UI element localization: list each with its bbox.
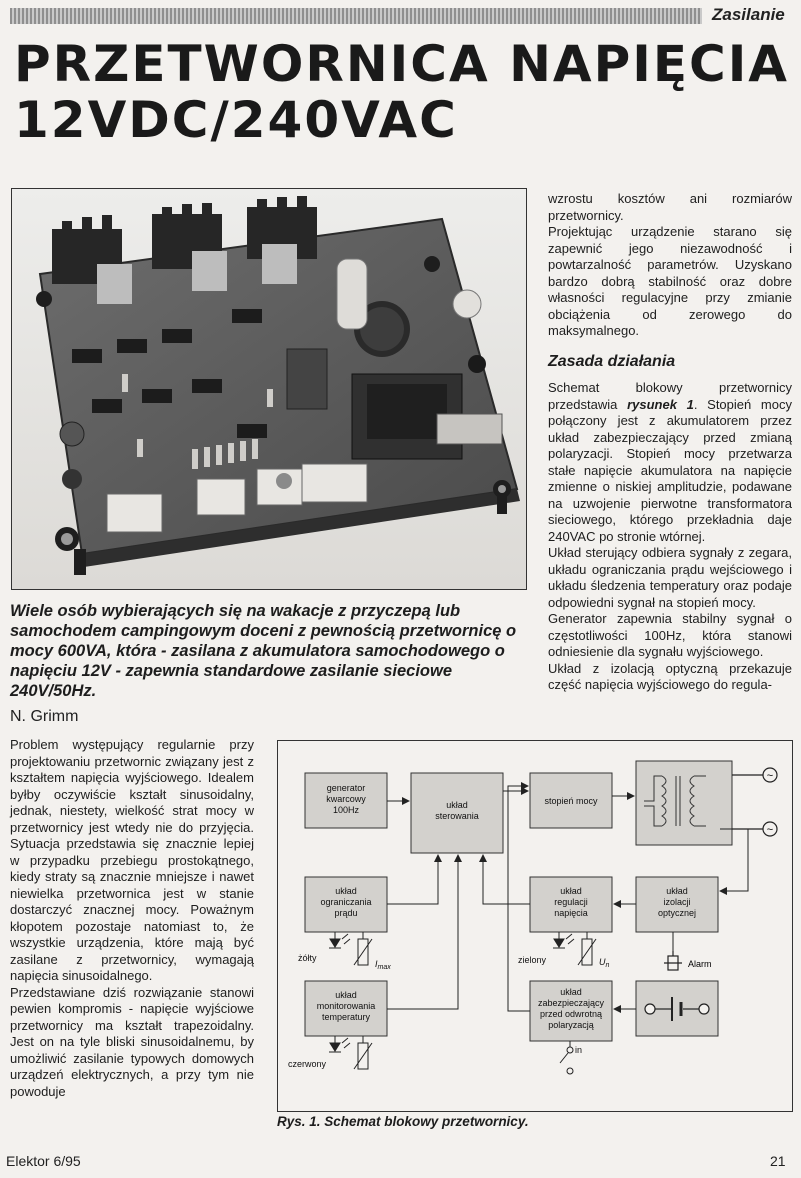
pcb-photo bbox=[11, 188, 527, 590]
pol-line-3: przed odwrotną bbox=[539, 1009, 603, 1019]
header-bar bbox=[10, 8, 702, 24]
temp-line-1: układ bbox=[335, 990, 357, 1000]
opto-line-3: optycznej bbox=[657, 908, 697, 918]
led-red-icon bbox=[330, 1043, 340, 1051]
pol-line-2: zabezpieczający bbox=[537, 998, 605, 1008]
block-diagram bbox=[277, 740, 793, 1112]
left-paragraph-1: Problem występujący regularnie przy projektowaniu przetwornic związany jest z kształtem napięcia wyjściowego. Idealem byłby oczywiście kształt sinusoidalny, jednak, niestety, wielkość strat mocy w przetwornicy jest wtedy nie do przyjęcia. Sytuacja przedstawia się znacznie lepiej w przypadku przebiegu prostokątnego, kiedy straty są znacznie mniejsze i nawet niewielka przetwornica jest w stanie dostarczyć znacznej mocy. Poważnym kłopotem pozostaje natomiast to, że wszystkie urządzenia, które mają być zasilane z przetwornicy, wymagają napięcia sinusoidalnego. bbox=[10, 737, 254, 983]
power-stage-label: stopień mocy bbox=[544, 796, 598, 806]
temp-line-3: temperatury bbox=[321, 1012, 371, 1022]
subheading: Zasada działania bbox=[548, 352, 676, 370]
right-paragraph-3 bbox=[548, 380, 792, 545]
in-label: in bbox=[575, 1045, 583, 1055]
block-diagram-svg bbox=[278, 741, 792, 1111]
clim-line-2: ograniczania bbox=[320, 897, 372, 907]
right-paragraph-6: Układ z izolacją optyczną przekazuje część napięcia wyjściowego do regula- bbox=[548, 660, 792, 692]
section-label: Zasilanie bbox=[712, 5, 785, 24]
right-paragraph-1: wzrostu kosztów ani rozmiarów przetwornicy. bbox=[548, 191, 792, 223]
figure-reference: rysunek 1 bbox=[627, 396, 694, 412]
terminal-tilde-1: ~ bbox=[766, 770, 774, 782]
clim-line-3: prądu bbox=[334, 908, 358, 918]
temp-line-2: monitorowania bbox=[316, 1001, 376, 1011]
alarm-label: Alarm bbox=[688, 959, 712, 969]
pcb-illustration bbox=[12, 189, 526, 589]
vreg-line-3: napięcia bbox=[554, 908, 588, 918]
transformer-block bbox=[636, 761, 732, 845]
pol-line-4: polaryzacją bbox=[548, 1020, 594, 1030]
right-column bbox=[548, 191, 792, 694]
led-yellow-label: żółty bbox=[298, 953, 317, 963]
left-paragraph-2: Przedstawiane dziś rozwiązanie stanowi pewien kompromis - napięcie wyjściowe przetwornicy ma kształt trapezoidalny. Jest on na tyle bliski sinusoidalnemu, by umożliwić zasilanie typowych domowych urządzeń elektrycznych, a przy tym nie powoduje bbox=[10, 984, 254, 1099]
right-paragraph-5: Generator zapewnia stabilny sygnał o częstotliwości 100Hz, która stanowi odniesienie dla sygnału wyjściowego. bbox=[548, 611, 792, 659]
title-line-1: PRZETWORNICA NAPIĘCIA bbox=[14, 35, 790, 93]
pol-line-1: układ bbox=[560, 987, 582, 997]
opto-line-2: izolacji bbox=[663, 897, 691, 907]
gen-line-3: 100Hz bbox=[332, 805, 360, 815]
article-title bbox=[14, 36, 789, 148]
lead-paragraph: Wiele osób wybierających się na wakacje z przyczepą lub samochodem campingowym doceni z pewnością przetwornicę o mocy 600VA, która - zasilana z akumulatora samochodowego o napięciu 12V - zapewnia standardowe zasilanie sieciowe 240V/50Hz. bbox=[10, 602, 517, 700]
ctrl-line-2: sterowania bbox=[435, 811, 479, 821]
alarm-buzzer-icon bbox=[664, 951, 682, 970]
right-paragraph-4: Układ sterujący odbiera sygnały z zegara, układu ograniczania prądu wejściowego i układu śledzenia temperatury oraz podaje odpowiedni sygnał na stopień mocy. bbox=[548, 545, 792, 610]
title-line-2: 12VDC/240VAC bbox=[14, 91, 458, 149]
opto-line-1: układ bbox=[666, 886, 688, 896]
gen-line-1: generator bbox=[326, 783, 366, 793]
page-number: 21 bbox=[770, 1153, 786, 1169]
right-paragraph-2: Projektując urządzenie starano się zapewnić jego niezawodność i powtarzalność parametrów. Uzyskano bardzo dobrą stabilność oraz dobre własności regulacyjne przy zmianie obciążenia od zerowego do maksymalnego. bbox=[548, 224, 792, 338]
gen-line-2: kwarcowy bbox=[326, 794, 366, 804]
left-column bbox=[10, 737, 254, 1100]
input-switch-icon bbox=[560, 1041, 573, 1074]
clim-line-1: układ bbox=[335, 886, 357, 896]
led-red-label: czerwony bbox=[288, 1059, 327, 1069]
un-label: $U_n$ bbox=[599, 957, 610, 969]
author-name: N. Grimm bbox=[10, 708, 79, 725]
para3-start: Schemat blokowy przetwornicy przedstawia bbox=[548, 380, 792, 412]
vreg-line-2: regulacji bbox=[554, 897, 588, 907]
led-yellow-icon bbox=[330, 939, 340, 947]
ctrl-line-1: układ bbox=[446, 800, 468, 810]
led-green-label: zielony bbox=[518, 955, 547, 965]
footer-magazine: Elektor 6/95 bbox=[6, 1153, 81, 1169]
led-green-icon bbox=[554, 939, 564, 947]
para3-rest: . Stopień mocy połączony jest z akumulatorem przez układ zabezpieczający przed zmianą polaryzacji. Stopień mocy przetwarza stałe napięcie akumulatora na napięcie zmienne o niskiej amplitudzie, podawane na uzwojenie pierwotne transformatora sieciowego, którego przekładnia daje 240VAC po stronie wtórnej. bbox=[548, 396, 792, 544]
imax-label: $I_{max}$ bbox=[375, 959, 391, 971]
figure-caption: Rys. 1. Schemat blokowy przetwornicy. bbox=[277, 1114, 529, 1129]
terminal-tilde-2: ~ bbox=[766, 824, 774, 836]
vreg-line-1: układ bbox=[560, 886, 582, 896]
